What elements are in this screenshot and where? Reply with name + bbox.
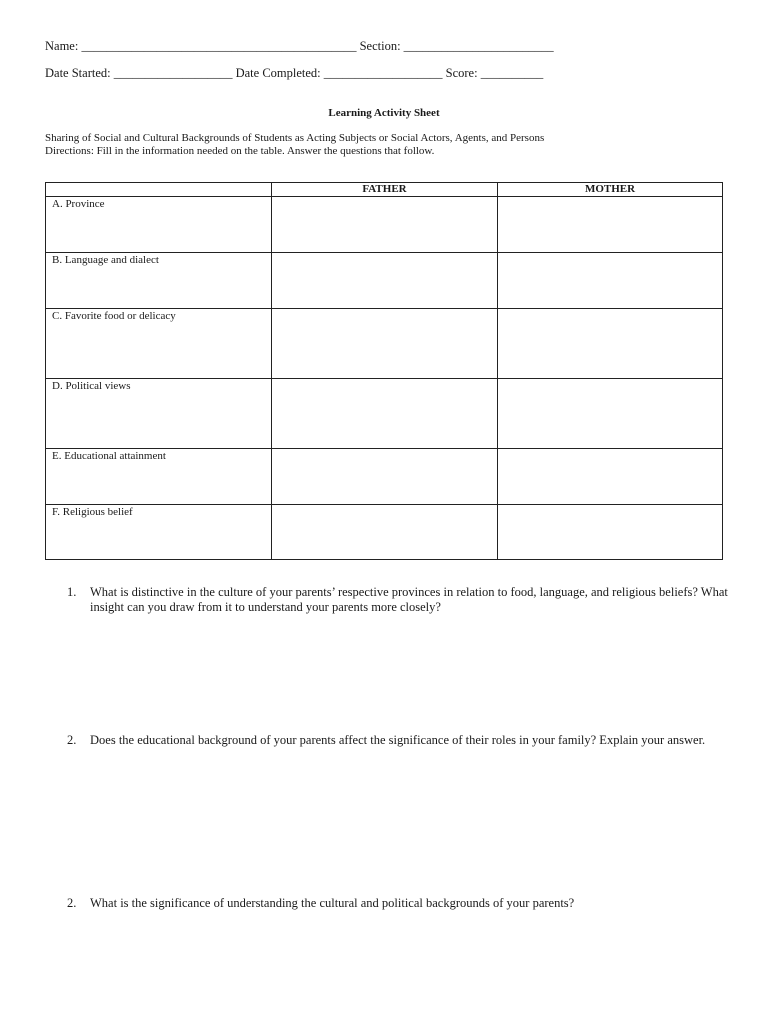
table-row	[46, 253, 723, 309]
row-label-political: D. Political views	[46, 379, 272, 449]
father-food-cell[interactable]	[272, 309, 498, 379]
question-number: 2.	[67, 896, 77, 910]
header-cell-father: FATHER	[272, 183, 498, 197]
row-label-province: A. Province	[46, 197, 272, 253]
parents-background-table	[45, 182, 723, 560]
table-header-row	[46, 183, 723, 197]
mother-province-cell[interactable]	[498, 197, 723, 253]
table-row	[46, 449, 723, 505]
header-cell-blank	[46, 183, 272, 197]
father-education-cell[interactable]	[272, 449, 498, 505]
table-row	[46, 505, 723, 560]
question-number: 2.	[67, 733, 77, 747]
mother-religion-cell[interactable]	[498, 505, 723, 560]
row-label-education: E. Educational attainment	[46, 449, 272, 505]
page-title: Learning Activity Sheet	[328, 107, 440, 119]
header-cell-mother: MOTHER	[498, 183, 723, 197]
question-text: Does the educational background of your parents affect the significance of their roles in your family? Explain your answer.	[90, 733, 706, 747]
intro-subtitle: Sharing of Social and Cultural Backgrounds of Students as Acting Subjects or Social Actors, Agents, and Persons	[45, 132, 545, 144]
father-language-cell[interactable]	[272, 253, 498, 309]
row-label-religion: F. Religious belief	[46, 505, 272, 560]
mother-food-cell[interactable]	[498, 309, 723, 379]
question-text: What is the significance of understanding the cultural and political backgrounds of your parents?	[90, 896, 575, 910]
table-row	[46, 379, 723, 449]
father-political-cell[interactable]	[272, 379, 498, 449]
row-label-food: C. Favorite food or delicacy	[46, 309, 272, 379]
mother-political-cell[interactable]	[498, 379, 723, 449]
name-section-line: Name: ____________________________________________ Section: ________________________	[45, 39, 554, 53]
mother-language-cell[interactable]	[498, 253, 723, 309]
row-label-language: B. Language and dialect	[46, 253, 272, 309]
father-province-cell[interactable]	[272, 197, 498, 253]
date-score-line: Date Started: ___________________ Date Completed: ___________________ Score: __________	[45, 66, 544, 80]
father-religion-cell[interactable]	[272, 505, 498, 560]
question-number: 1.	[67, 585, 77, 599]
table-row	[46, 197, 723, 253]
intro-directions: Directions: Fill in the information needed on the table. Answer the questions that follow.	[45, 145, 435, 157]
mother-education-cell[interactable]	[498, 449, 723, 505]
table-row	[46, 309, 723, 379]
question-text: What is distinctive in the culture of your parents’ respective provinces in relation to food, language, and religious beliefs? What insight can you draw from it to understand your parents more closely?	[90, 585, 728, 614]
